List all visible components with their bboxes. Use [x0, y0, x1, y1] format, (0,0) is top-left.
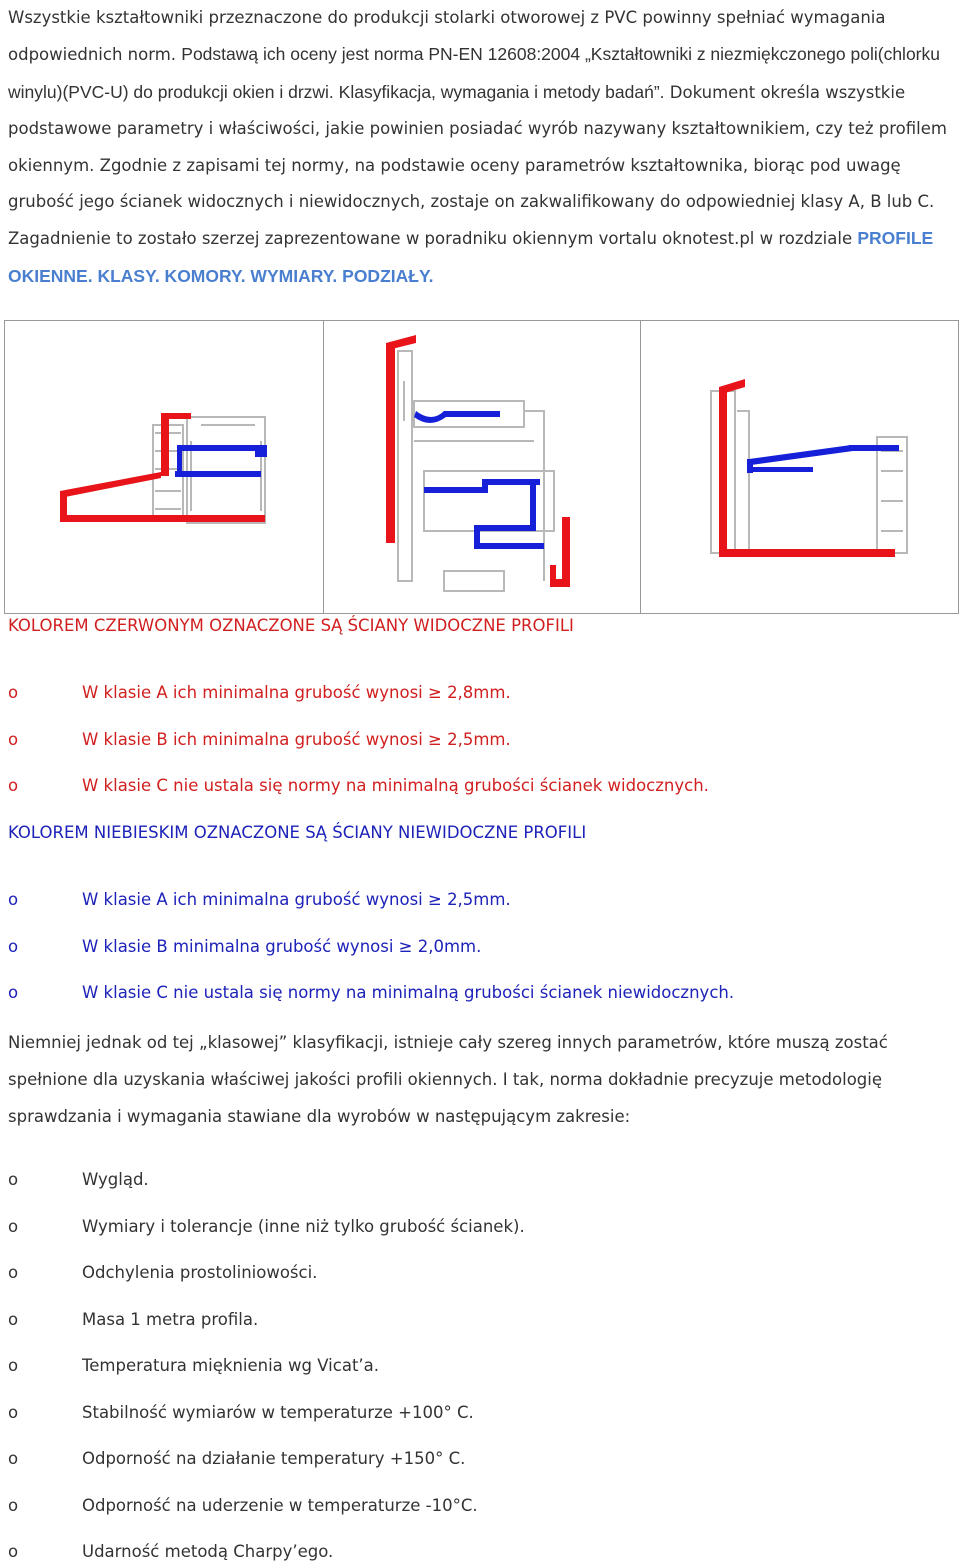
visible-walls-center [386, 335, 570, 587]
profiles-chapter-link[interactable]: PROFILE OKIENNE. KLASY. KOMORY. WYMIARY. PODZIAŁY. [8, 228, 934, 286]
bullet-marker: o [8, 890, 19, 909]
hidden-walls-left [175, 445, 267, 477]
profile-drawing-right [641, 321, 958, 613]
requirement-text: Masa 1 metra profila. [82, 1310, 259, 1329]
requirement-text: Odporność na uderzenie w temperaturze -10°C. [82, 1496, 478, 1515]
profile-cross-sections-figure [4, 320, 959, 614]
bullet-marker: o [8, 1217, 19, 1236]
bullet-marker: o [8, 730, 19, 749]
hidden-walls-heading: KOLOREM NIEBIESKIM OZNACZONE SĄ ŚCIANY NIEWIDOCZNE PROFILI [8, 823, 587, 842]
bullet-marker: o [8, 983, 19, 1002]
intro-sentence-3: Podstawą ich oceny jest norma PN-EN 12608:2004 „Kształtowniki z niezmiękczonego poli(chlorku winylu)(PVC-U) do produkcji okien i drzwi. Klasyfikacja, wymagania i metody badań”. [8, 44, 940, 102]
bullet-marker: o [8, 1356, 19, 1375]
profile-section-center [324, 321, 641, 613]
visible-class-c-text: W klasie C nie ustala się normy na minimalną grubości ścianek widocznych. [82, 776, 709, 795]
profile-drawing-center [324, 321, 640, 613]
requirement-text: Udarność metodą Charpy’ego. [82, 1542, 334, 1561]
requirement-text: Odporność na działanie temperatury +150° C. [82, 1449, 466, 1468]
bullet-marker: o [8, 776, 19, 795]
intro-sentence-1: Wszystkie kształtowniki przeznaczone do produkcji stolarki otworowej z PVC powinny spełniać wymagania [8, 8, 886, 27]
hidden-class-a-text: W klasie A ich minimalna grubość wynosi ≥ 2,5mm. [82, 890, 511, 909]
hidden-walls-center [414, 411, 544, 549]
requirement-text: Wygląd. [82, 1170, 149, 1189]
hidden-class-c-text: W klasie C nie ustala się normy na minimalną grubości ścianek niewidocznych. [82, 983, 735, 1002]
structure-lines-center [398, 351, 554, 591]
visible-class-a-text: W klasie A ich minimalna grubość wynosi ≥ 2,8mm. [82, 683, 511, 702]
visible-walls-heading: KOLOREM CZERWONYM OZNACZONE SĄ ŚCIANY WIDOCZNE PROFILI [8, 616, 574, 635]
hidden-class-b-text: W klasie B minimalna grubość wynosi ≥ 2,0mm. [82, 937, 482, 956]
structure-lines-left [153, 417, 265, 523]
bullet-marker: o [8, 1449, 19, 1468]
intro-paragraph [8, 0, 953, 295]
requirement-text: Wymiary i tolerancje (inne niż tylko grubość ścianek). [82, 1217, 525, 1236]
bullet-marker: o [8, 1310, 19, 1329]
requirement-text: Stabilność wymiarów w temperaturze +100° C. [82, 1403, 474, 1422]
bullet-marker: o [8, 1496, 19, 1515]
bullet-marker: o [8, 1170, 19, 1189]
requirements-intro-paragraph: Niemniej jednak od tej „klasowej” klasyfikacji, istnieje cały szereg innych parametrów, które muszą zostać spełnione dla uzyskania właściwej jakości profili okiennych. I tak, norma dokładnie precyzuje metodologię sprawdzania i wymagania stawiane dla wyrobów w następującym zakresie: [8, 1033, 888, 1126]
requirement-text: Temperatura mięknienia wg Vicat’a. [82, 1356, 380, 1375]
visible-walls-left [60, 413, 265, 522]
intro-sentence-2: odpowiednich norm. [8, 45, 177, 65]
intro-sentence-4: Dokument określa wszystkie podstawowe parametry i właściwości, jakie powinien posiadać wyrób nazywany kształtownikiem, czy też profilem okiennym. [8, 82, 947, 175]
bullet-marker: o [8, 1403, 19, 1422]
bullet-marker: o [8, 937, 19, 956]
visible-class-b-text: W klasie B ich minimalna grubość wynosi ≥ 2,5mm. [82, 730, 511, 749]
profile-drawing-left [5, 321, 323, 613]
bullet-marker: o [8, 683, 19, 702]
intro-sentence-5: Zgodnie z zapisami tej normy, na podstawie oceny parametrów kształtownika, biorąc pod uwagę grubość jego ścianek widocznych i niewidocznych, zostaje on zakwalifikowany do odpowiedniej klasy A, B lub C. Zagadnienie to zostało szerzej zaprezentowane w poradniku okiennym vortalu oknotest.pl w rozdziale [8, 155, 935, 249]
profile-section-right [641, 321, 958, 613]
requirement-text: Odchylenia prostoliniowości. [82, 1263, 318, 1282]
bullet-marker: o [8, 1542, 19, 1561]
bullet-marker: o [8, 1263, 19, 1282]
profile-section-left [5, 321, 324, 613]
